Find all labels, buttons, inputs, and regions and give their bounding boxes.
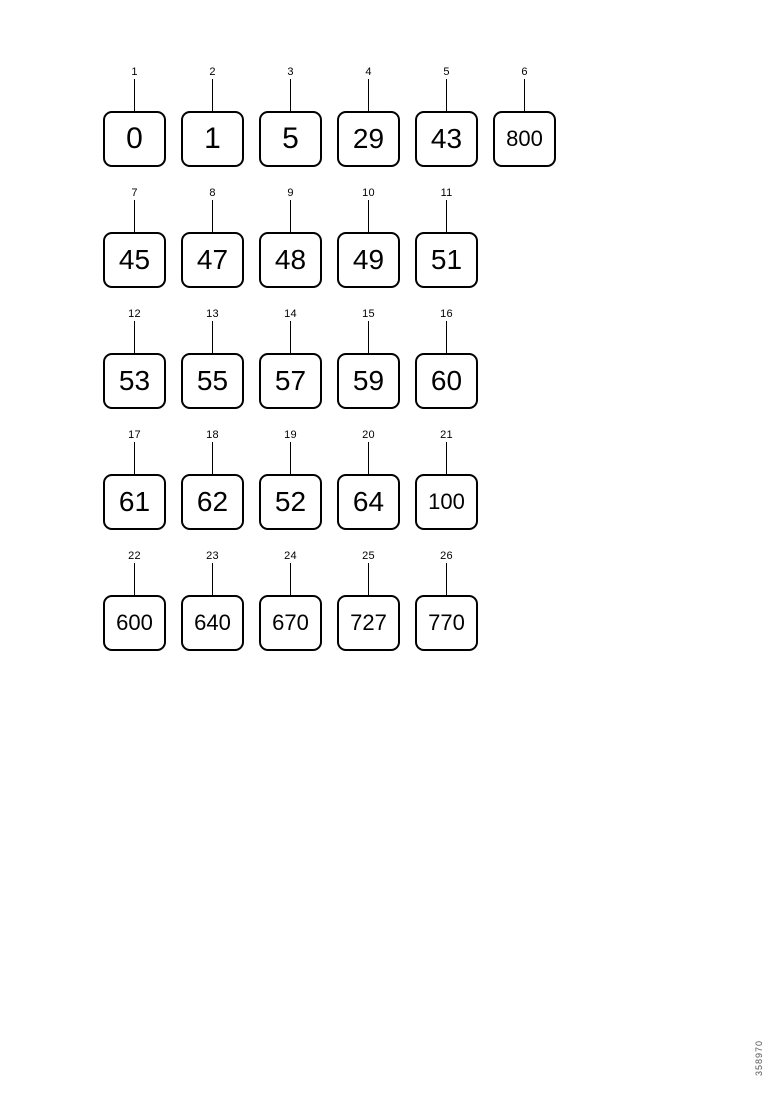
leader-line-wrap bbox=[408, 563, 485, 595]
callout-item[interactable] bbox=[330, 550, 407, 651]
callout-item[interactable] bbox=[408, 66, 485, 167]
callout-item[interactable] bbox=[408, 550, 485, 651]
callout-item[interactable] bbox=[252, 429, 329, 530]
callout-number: 6 bbox=[521, 66, 528, 78]
callout-row bbox=[96, 429, 596, 530]
part-number-box[interactable]: 0 bbox=[103, 111, 166, 167]
callout-item[interactable] bbox=[174, 66, 251, 167]
leader-line bbox=[368, 442, 369, 474]
leader-line bbox=[446, 321, 447, 353]
callout-item[interactable] bbox=[174, 187, 251, 288]
callout-number: 1 bbox=[131, 66, 138, 78]
leader-line bbox=[368, 321, 369, 353]
callout-item[interactable] bbox=[96, 429, 173, 530]
callout-grid bbox=[96, 66, 596, 671]
leader-line bbox=[134, 321, 135, 353]
leader-line-wrap bbox=[96, 79, 173, 111]
leader-line-wrap bbox=[96, 200, 173, 232]
leader-line bbox=[212, 442, 213, 474]
leader-line bbox=[446, 79, 447, 111]
part-number-box[interactable]: 52 bbox=[259, 474, 322, 530]
leader-line-wrap bbox=[408, 79, 485, 111]
callout-number: 21 bbox=[440, 429, 453, 441]
part-number-box[interactable]: 29 bbox=[337, 111, 400, 167]
leader-line-wrap bbox=[408, 321, 485, 353]
leader-line-wrap bbox=[252, 321, 329, 353]
leader-line-wrap bbox=[252, 563, 329, 595]
callout-item[interactable] bbox=[252, 66, 329, 167]
callout-number: 12 bbox=[128, 308, 141, 320]
callout-row bbox=[96, 550, 596, 651]
callout-number: 11 bbox=[440, 187, 453, 199]
part-number-box[interactable]: 670 bbox=[259, 595, 322, 651]
callout-item[interactable] bbox=[96, 550, 173, 651]
callout-item[interactable] bbox=[96, 187, 173, 288]
callout-number: 5 bbox=[443, 66, 450, 78]
callout-number: 4 bbox=[365, 66, 372, 78]
callout-number: 7 bbox=[131, 187, 138, 199]
leader-line-wrap bbox=[330, 79, 407, 111]
part-number-box[interactable]: 45 bbox=[103, 232, 166, 288]
callout-item[interactable] bbox=[174, 550, 251, 651]
leader-line bbox=[212, 563, 213, 595]
leader-line bbox=[290, 79, 291, 111]
leader-line-wrap bbox=[252, 200, 329, 232]
callout-row bbox=[96, 66, 596, 167]
leader-line bbox=[446, 442, 447, 474]
callout-row bbox=[96, 187, 596, 288]
leader-line bbox=[134, 79, 135, 111]
leader-line bbox=[134, 200, 135, 232]
part-number-box[interactable]: 60 bbox=[415, 353, 478, 409]
part-number-box[interactable]: 64 bbox=[337, 474, 400, 530]
callout-number: 14 bbox=[284, 308, 297, 320]
callout-number: 10 bbox=[362, 187, 375, 199]
callout-row bbox=[96, 308, 596, 409]
callout-item[interactable] bbox=[330, 66, 407, 167]
callout-number: 17 bbox=[128, 429, 141, 441]
leader-line-wrap bbox=[174, 79, 251, 111]
callout-item[interactable] bbox=[96, 308, 173, 409]
part-number-box[interactable]: 55 bbox=[181, 353, 244, 409]
leader-line-wrap bbox=[174, 200, 251, 232]
leader-line bbox=[524, 79, 525, 111]
callout-number: 19 bbox=[284, 429, 297, 441]
leader-line bbox=[290, 321, 291, 353]
leader-line-wrap bbox=[174, 563, 251, 595]
callout-number: 24 bbox=[284, 550, 297, 562]
leader-line bbox=[446, 200, 447, 232]
leader-line bbox=[368, 200, 369, 232]
drawing-number: 358970 bbox=[754, 1039, 764, 1076]
callout-number: 20 bbox=[362, 429, 375, 441]
callout-number: 8 bbox=[209, 187, 216, 199]
callout-item[interactable] bbox=[486, 66, 563, 167]
callout-number: 9 bbox=[287, 187, 294, 199]
leader-line-wrap bbox=[330, 321, 407, 353]
callout-number: 2 bbox=[209, 66, 216, 78]
callout-number: 18 bbox=[206, 429, 219, 441]
part-number-box[interactable]: 51 bbox=[415, 232, 478, 288]
leader-line-wrap bbox=[486, 79, 563, 111]
callout-item[interactable] bbox=[252, 550, 329, 651]
callout-item[interactable] bbox=[408, 429, 485, 530]
callout-item[interactable] bbox=[96, 66, 173, 167]
leader-line bbox=[212, 200, 213, 232]
part-number-box[interactable]: 57 bbox=[259, 353, 322, 409]
part-number-box[interactable]: 640 bbox=[181, 595, 244, 651]
leader-line bbox=[290, 200, 291, 232]
callout-number: 25 bbox=[362, 550, 375, 562]
part-number-box[interactable]: 1 bbox=[181, 111, 244, 167]
leader-line bbox=[134, 442, 135, 474]
leader-line-wrap bbox=[408, 442, 485, 474]
leader-line bbox=[368, 79, 369, 111]
callout-item[interactable] bbox=[174, 429, 251, 530]
callout-item[interactable] bbox=[330, 308, 407, 409]
callout-item[interactable] bbox=[330, 187, 407, 288]
leader-line bbox=[446, 563, 447, 595]
callout-item[interactable] bbox=[330, 429, 407, 530]
callout-number: 3 bbox=[287, 66, 294, 78]
part-number-box[interactable]: 100 bbox=[415, 474, 478, 530]
callout-number: 13 bbox=[206, 308, 219, 320]
part-number-box[interactable]: 43 bbox=[415, 111, 478, 167]
leader-line-wrap bbox=[96, 442, 173, 474]
leader-line-wrap bbox=[96, 321, 173, 353]
leader-line bbox=[368, 563, 369, 595]
leader-line-wrap bbox=[252, 442, 329, 474]
leader-line-wrap bbox=[252, 79, 329, 111]
leader-line-wrap bbox=[330, 442, 407, 474]
part-number-box[interactable]: 47 bbox=[181, 232, 244, 288]
part-number-box[interactable]: 800 bbox=[493, 111, 556, 167]
part-number-box[interactable]: 727 bbox=[337, 595, 400, 651]
part-number-box[interactable]: 62 bbox=[181, 474, 244, 530]
part-number-box[interactable]: 61 bbox=[103, 474, 166, 530]
callout-item[interactable] bbox=[408, 308, 485, 409]
leader-line-wrap bbox=[330, 563, 407, 595]
leader-line-wrap bbox=[96, 563, 173, 595]
callout-item[interactable] bbox=[174, 308, 251, 409]
callout-item[interactable] bbox=[408, 187, 485, 288]
callout-number: 22 bbox=[128, 550, 141, 562]
leader-line-wrap bbox=[408, 200, 485, 232]
callout-number: 16 bbox=[440, 308, 453, 320]
leader-line bbox=[134, 563, 135, 595]
part-number-box[interactable]: 53 bbox=[103, 353, 166, 409]
part-number-box[interactable]: 48 bbox=[259, 232, 322, 288]
leader-line-wrap bbox=[174, 321, 251, 353]
part-number-box[interactable]: 49 bbox=[337, 232, 400, 288]
leader-line-wrap bbox=[330, 200, 407, 232]
part-number-box[interactable]: 770 bbox=[415, 595, 478, 651]
callout-number: 15 bbox=[362, 308, 375, 320]
part-number-box[interactable]: 5 bbox=[259, 111, 322, 167]
leader-line bbox=[290, 442, 291, 474]
callout-number: 26 bbox=[440, 550, 453, 562]
callout-number: 23 bbox=[206, 550, 219, 562]
leader-line-wrap bbox=[174, 442, 251, 474]
part-number-box[interactable]: 600 bbox=[103, 595, 166, 651]
leader-line bbox=[212, 321, 213, 353]
callout-item[interactable] bbox=[252, 187, 329, 288]
leader-line bbox=[290, 563, 291, 595]
leader-line bbox=[212, 79, 213, 111]
part-number-box[interactable]: 59 bbox=[337, 353, 400, 409]
callout-item[interactable] bbox=[252, 308, 329, 409]
